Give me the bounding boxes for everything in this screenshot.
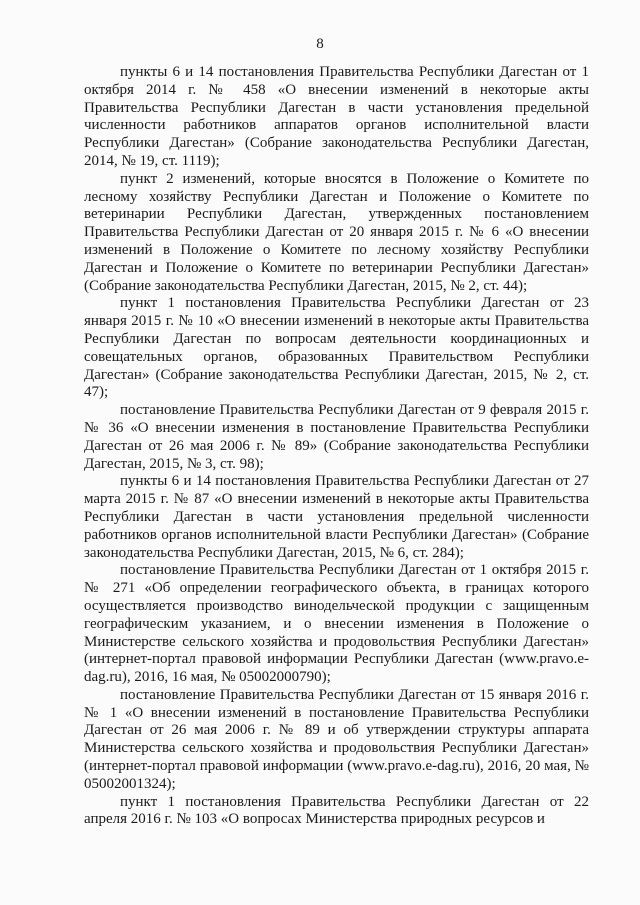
paragraph-4: постановление Правительства Республики Дагестан от 9 февраля 2015 г. № 36 «О внесении изменения в постановление Правительства Республики Дагестан от 26 мая 2006 г. № 89» (Собрание законодательства Республики Дагестан, 2015, № 3, ст. 98); xyxy=(84,402,589,472)
paragraph-7: постановление Правительства Республики Дагестан от 15 января 2016 г. № 1 «О внесении изменений в постановление Правительства Республики Дагестан от 26 мая 2006 г. № 89 и об утверждении структуры аппарата Министерства сельского хозяйства и продовольствия Республики Дагестан» (интернет-портал правовой информации (www.pravo.e-dag.ru), 2016, 20 мая, № 05002001324); xyxy=(84,686,589,792)
page-number: 8 xyxy=(316,36,324,52)
paragraph-6: постановление Правительства Республики Дагестан от 1 октября 2015 г. № 271 «Об определении географического объекта, в границах которого осуществляется производство винодельческой продукции с защищенным географическим указанием, и о внесении изменения в Положение о Министерстве сельского хозяйства и продовольствия Республики Дагестан» (интернет-портал правовой информации Республики Дагестан (www.pravo.e-dag.ru), 2016, 16 мая, № 05002000790); xyxy=(84,562,589,686)
paragraph-3: пункт 1 постановления Правительства Республики Дагестан от 23 января 2015 г. № 10 «О внесении изменений в некоторые акты Правительства Республики Дагестан по вопросам деятельности координационных и совещательных органов, образованных Правительством Республики Дагестан» (Собрание законодательства Республики Дагестан, 2015, № 2, ст. 47); xyxy=(84,295,589,401)
document-body xyxy=(84,64,589,829)
paragraph-2: пункт 2 изменений, которые вносятся в Положение о Комитете по лесному хозяйству Республики Дагестан и Положение о Комитете по ветеринарии Республики Дагестан, утвержденных постановлением Правительства Республики Дагестан от 20 января 2015 г. № 6 «О внесении изменений в Положение о Комитете по лесному хозяйству Республики Дагестан и Положение о Комитете по ветеринарии Республики Дагестан» (Собрание законодательства Республики Дагестан, 2015, № 2, ст. 44); xyxy=(84,170,589,294)
paragraph-1: пункты 6 и 14 постановления Правительства Республики Дагестан от 1 октября 2014 г. № 458 «О внесении изменений в некоторые акты Правительства Республики Дагестан в части установления предельной численности работников аппаратов органов исполнительной власти Республики Дагестан» (Собрание законодательства Республики Дагестан, 2014, № 19, ст. 1119); xyxy=(84,64,589,169)
paragraph-5: пункты 6 и 14 постановления Правительства Республики Дагестан от 27 марта 2015 г. № 87 «О внесении изменений в некоторые акты Правительства Республики Дагестан в части установления предельной численности работников органов исполнительной власти Республики Дагестан» (Собрание законодательства Республики Дагестан, 2015, № 6, ст. 284); xyxy=(84,473,589,561)
paragraph-8: пункт 1 постановления Правительства Республики Дагестан от 22 апреля 2016 г. № 103 «О вопросах Министерства природных ресурсов и xyxy=(84,793,589,828)
